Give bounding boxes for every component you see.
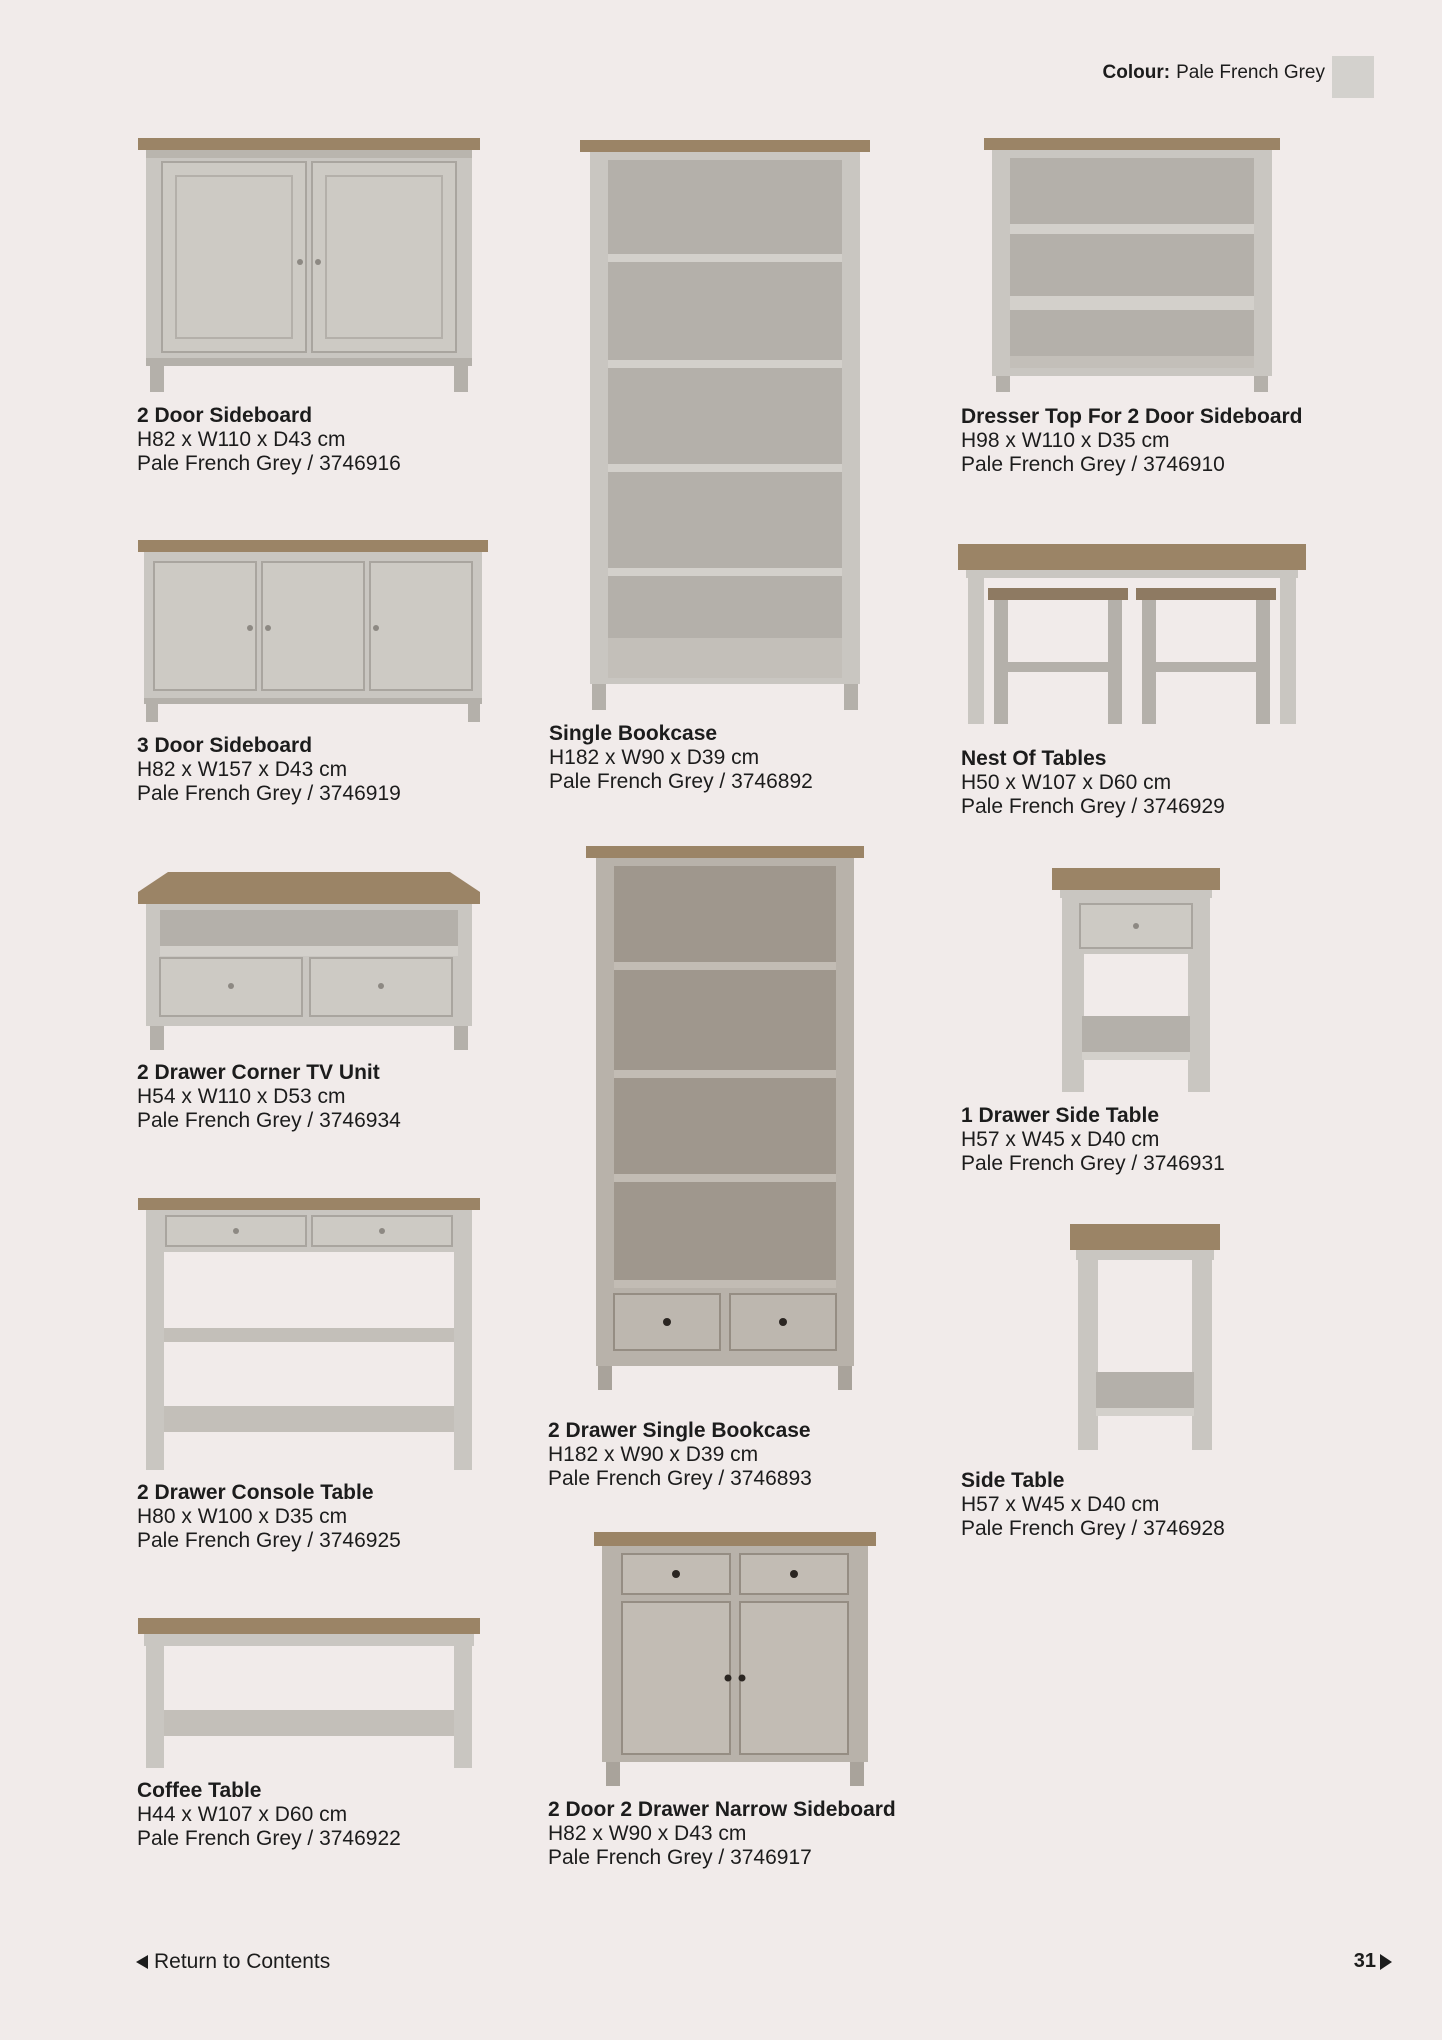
side-table-drawer-icon bbox=[1052, 866, 1220, 1092]
product-name: 1 Drawer Side Table bbox=[961, 1104, 1160, 1127]
product-dimensions: H82 x W110 x D43 cm bbox=[137, 428, 346, 451]
product-caption bbox=[137, 1481, 401, 1553]
page-number: 31 bbox=[1353, 1950, 1376, 1972]
next-page-link[interactable] bbox=[1354, 1950, 1392, 1973]
product-sku: Pale French Grey / 3746916 bbox=[137, 452, 401, 475]
product-dimensions: H57 x W45 x D40 cm bbox=[961, 1493, 1160, 1516]
product-dimensions: H44 x W107 x D60 cm bbox=[137, 1803, 348, 1826]
product-name: Coffee Table bbox=[137, 1779, 262, 1802]
product-image-corner-tv-unit bbox=[138, 870, 480, 1050]
product-dimensions: H82 x W157 x D43 cm bbox=[137, 758, 348, 781]
dresser-top-icon bbox=[984, 136, 1280, 392]
product-image-console-table bbox=[138, 1196, 480, 1470]
product-image-single-bookcase bbox=[580, 138, 870, 710]
side-table-icon bbox=[1070, 1222, 1220, 1450]
product-image-dresser-top bbox=[984, 136, 1280, 392]
colour-label-key: Colour: bbox=[1102, 62, 1171, 83]
product-image-2-drawer-single-bookcase bbox=[586, 844, 864, 1390]
product-image-2-door-sideboard bbox=[138, 136, 480, 392]
product-sku: Pale French Grey / 3746893 bbox=[548, 1467, 812, 1490]
product-image-coffee-table bbox=[138, 1616, 480, 1768]
product-dimensions: H182 x W90 x D39 cm bbox=[549, 746, 760, 769]
bookcase-drawers-icon bbox=[586, 844, 864, 1390]
sideboard-2-door-icon bbox=[138, 136, 480, 392]
product-caption bbox=[961, 405, 1303, 477]
product-caption bbox=[137, 404, 401, 476]
product-name: 2 Drawer Single Bookcase bbox=[548, 1419, 811, 1442]
product-caption bbox=[548, 1419, 812, 1491]
product-dimensions: H57 x W45 x D40 cm bbox=[961, 1128, 1160, 1151]
colour-label bbox=[1103, 62, 1325, 84]
product-image-nest-of-tables bbox=[958, 542, 1306, 724]
triangle-left-icon bbox=[136, 1955, 148, 1969]
product-image-3-door-sideboard bbox=[138, 538, 488, 722]
narrow-sideboard-icon bbox=[594, 1530, 876, 1786]
tv-unit-icon bbox=[138, 870, 480, 1050]
colour-swatch bbox=[1332, 56, 1374, 98]
product-sku: Pale French Grey / 3746931 bbox=[961, 1152, 1225, 1175]
console-table-icon bbox=[138, 1196, 480, 1470]
product-name: 2 Drawer Corner TV Unit bbox=[137, 1061, 380, 1084]
product-sku: Pale French Grey / 3746917 bbox=[548, 1846, 812, 1869]
product-name: 2 Drawer Console Table bbox=[137, 1481, 374, 1504]
product-caption bbox=[961, 747, 1225, 819]
product-dimensions: H80 x W100 x D35 cm bbox=[137, 1505, 348, 1528]
product-name: Dresser Top For 2 Door Sideboard bbox=[961, 405, 1303, 428]
return-to-contents-link[interactable] bbox=[136, 1950, 330, 1974]
product-caption bbox=[137, 734, 401, 806]
product-name: Single Bookcase bbox=[549, 722, 718, 745]
product-image-1-drawer-side-table bbox=[1052, 866, 1220, 1092]
product-name: 2 Door 2 Drawer Narrow Sideboard bbox=[548, 1798, 896, 1821]
product-caption bbox=[548, 1798, 896, 1870]
product-name: Nest Of Tables bbox=[961, 747, 1107, 770]
product-image-side-table bbox=[1070, 1222, 1220, 1450]
product-dimensions: H82 x W90 x D43 cm bbox=[548, 1822, 747, 1845]
product-name: 2 Door Sideboard bbox=[137, 404, 313, 427]
triangle-right-icon bbox=[1380, 1954, 1392, 1970]
product-caption bbox=[137, 1061, 401, 1133]
product-sku: Pale French Grey / 3746925 bbox=[137, 1529, 401, 1552]
product-sku: Pale French Grey / 3746934 bbox=[137, 1109, 401, 1132]
bookcase-icon bbox=[580, 138, 870, 710]
product-name: Side Table bbox=[961, 1469, 1065, 1492]
product-sku: Pale French Grey / 3746892 bbox=[549, 770, 813, 793]
return-to-contents-label: Return to Contents bbox=[154, 1950, 331, 1973]
product-sku: Pale French Grey / 3746928 bbox=[961, 1517, 1225, 1540]
product-sku: Pale French Grey / 3746922 bbox=[137, 1827, 401, 1850]
product-dimensions: H182 x W90 x D39 cm bbox=[548, 1443, 759, 1466]
product-dimensions: H50 x W107 x D60 cm bbox=[961, 771, 1172, 794]
product-sku: Pale French Grey / 3746929 bbox=[961, 795, 1225, 818]
product-image-narrow-sideboard bbox=[594, 1530, 876, 1786]
product-sku: Pale French Grey / 3746919 bbox=[137, 782, 401, 805]
nest-of-tables-icon bbox=[958, 542, 1306, 724]
coffee-table-icon bbox=[138, 1616, 480, 1768]
sideboard-3-door-icon bbox=[138, 538, 488, 722]
product-dimensions: H98 x W110 x D35 cm bbox=[961, 429, 1170, 452]
product-sku: Pale French Grey / 3746910 bbox=[961, 453, 1225, 476]
product-caption bbox=[961, 1469, 1225, 1541]
product-caption bbox=[137, 1779, 401, 1851]
colour-label-value: Pale French Grey bbox=[1176, 62, 1325, 83]
product-caption bbox=[549, 722, 813, 794]
product-dimensions: H54 x W110 x D53 cm bbox=[137, 1085, 346, 1108]
product-caption bbox=[961, 1104, 1225, 1176]
product-name: 3 Door Sideboard bbox=[137, 734, 313, 757]
